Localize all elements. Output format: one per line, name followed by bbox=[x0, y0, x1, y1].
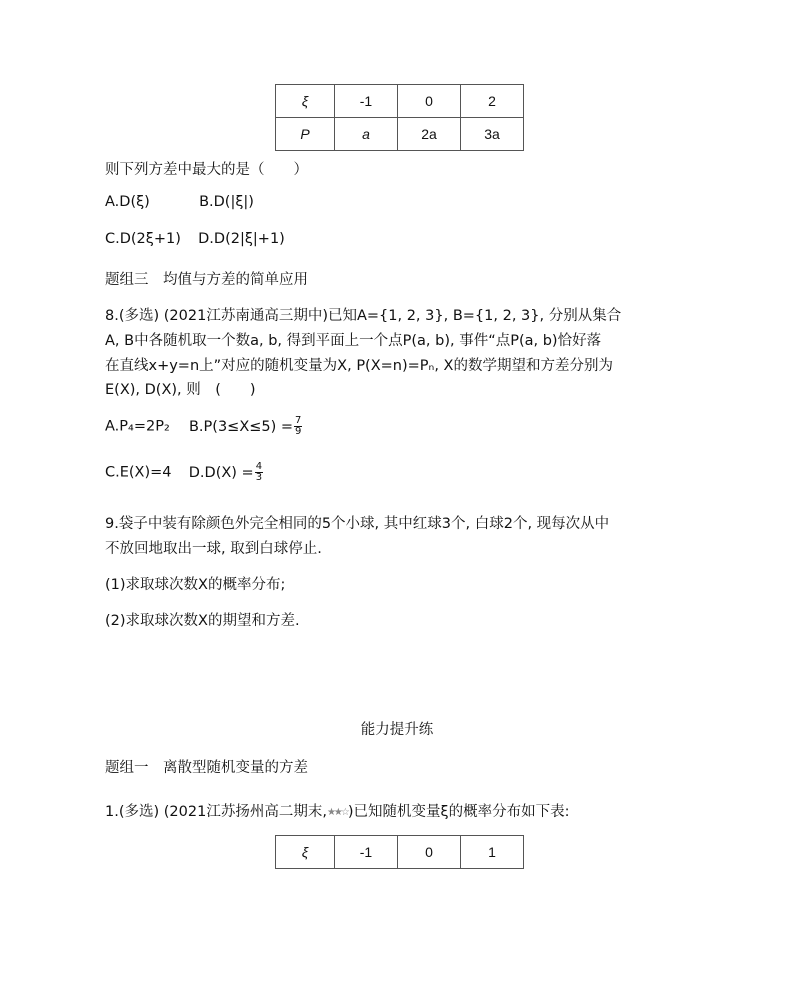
fraction-numerator: 7 bbox=[295, 415, 302, 426]
section-title: 能力提升练 bbox=[360, 722, 434, 738]
fraction-numerator: 4 bbox=[255, 461, 263, 472]
question-9-line-2: 不放回地取出一球, 取到白球停止. bbox=[105, 541, 322, 557]
option-d[interactable]: D.D(2|ξ|+1) bbox=[198, 231, 285, 247]
table-cell: ξ bbox=[276, 836, 335, 869]
difficulty-stars-icon: ★★☆ bbox=[326, 806, 348, 818]
option-b[interactable] bbox=[188, 415, 302, 437]
question-8-line-3: 在直线x+y=n上”对应的随机变量为X, P(X=n)=Pₙ, X的数学期望和方差分别为 bbox=[105, 358, 613, 374]
table-row bbox=[276, 836, 524, 869]
table-cell: 3a bbox=[461, 118, 524, 151]
question-9-part-2: (2)求取球次数X的期望和方差. bbox=[105, 613, 300, 629]
option-c[interactable]: C.E(X)=4 bbox=[105, 464, 172, 481]
question-9-line-1: 9.袋子中装有除颜色外完全相同的5个小球, 其中红球3个, 白球2个, 现每次从中 bbox=[105, 516, 610, 532]
option-a[interactable]: A.P₄=2P₂ bbox=[105, 418, 170, 435]
fraction-denominator: 9 bbox=[295, 426, 302, 437]
question-8-options-cd bbox=[105, 462, 263, 483]
question-9-part-1: (1)求取球次数X的概率分布; bbox=[105, 577, 286, 593]
question-7-prompt: 则下列方差中最大的是（ ） bbox=[105, 162, 308, 178]
fraction bbox=[255, 462, 263, 483]
option-a[interactable]: A.D(ξ) bbox=[105, 194, 150, 210]
table-cell: 0 bbox=[398, 85, 461, 118]
distribution-table-1 bbox=[275, 84, 524, 151]
fraction-denominator: 3 bbox=[255, 472, 263, 483]
option-b[interactable]: B.D(|ξ|) bbox=[199, 194, 254, 210]
question-1-prefix: 1.(多选) (2021江苏扬州高二期末, bbox=[105, 804, 327, 820]
question-1-suffix: )已知随机变量ξ的概率分布如下表: bbox=[347, 804, 570, 820]
option-b-text: B.P(3≤X≤5) = bbox=[188, 418, 294, 435]
option-c[interactable]: C.D(2ξ+1) bbox=[105, 231, 181, 247]
table-cell: 0 bbox=[398, 836, 461, 869]
fraction bbox=[294, 416, 302, 437]
table-row bbox=[276, 118, 524, 151]
table-cell: 2a bbox=[398, 118, 461, 151]
table-cell: -1 bbox=[335, 836, 398, 869]
option-d[interactable] bbox=[188, 461, 263, 483]
table-cell: -1 bbox=[335, 85, 398, 118]
distribution-table-2 bbox=[275, 835, 524, 869]
question-7-options-ab bbox=[105, 194, 254, 210]
question-8-line-4: E(X), D(X), 则 ( ) bbox=[105, 382, 256, 398]
group-3-title: 题组三 均值与方差的简单应用 bbox=[105, 272, 308, 288]
table-cell: 1 bbox=[461, 836, 524, 869]
table-cell: a bbox=[335, 118, 398, 151]
question-8-options-ab bbox=[105, 416, 302, 437]
group-1-title: 题组一 离散型随机变量的方差 bbox=[105, 760, 308, 776]
table-cell: 2 bbox=[461, 85, 524, 118]
table-cell: ξ bbox=[276, 85, 335, 118]
question-7-options-cd bbox=[105, 231, 285, 247]
option-d-text: D.D(X) = bbox=[188, 464, 254, 481]
table-cell: P bbox=[276, 118, 335, 151]
question-8-line-1: 8.(多选) (2021江苏南通高三期中)已知A={1, 2, 3}, B={1, 2, 3}, 分别从集合 bbox=[105, 308, 622, 324]
question-8-line-2: A, B中各随机取一个数a, b, 得到平面上一个点P(a, b), 事件“点P(a, b)恰好落 bbox=[105, 333, 602, 349]
question-1-stem bbox=[105, 800, 569, 821]
table-row bbox=[276, 85, 524, 118]
